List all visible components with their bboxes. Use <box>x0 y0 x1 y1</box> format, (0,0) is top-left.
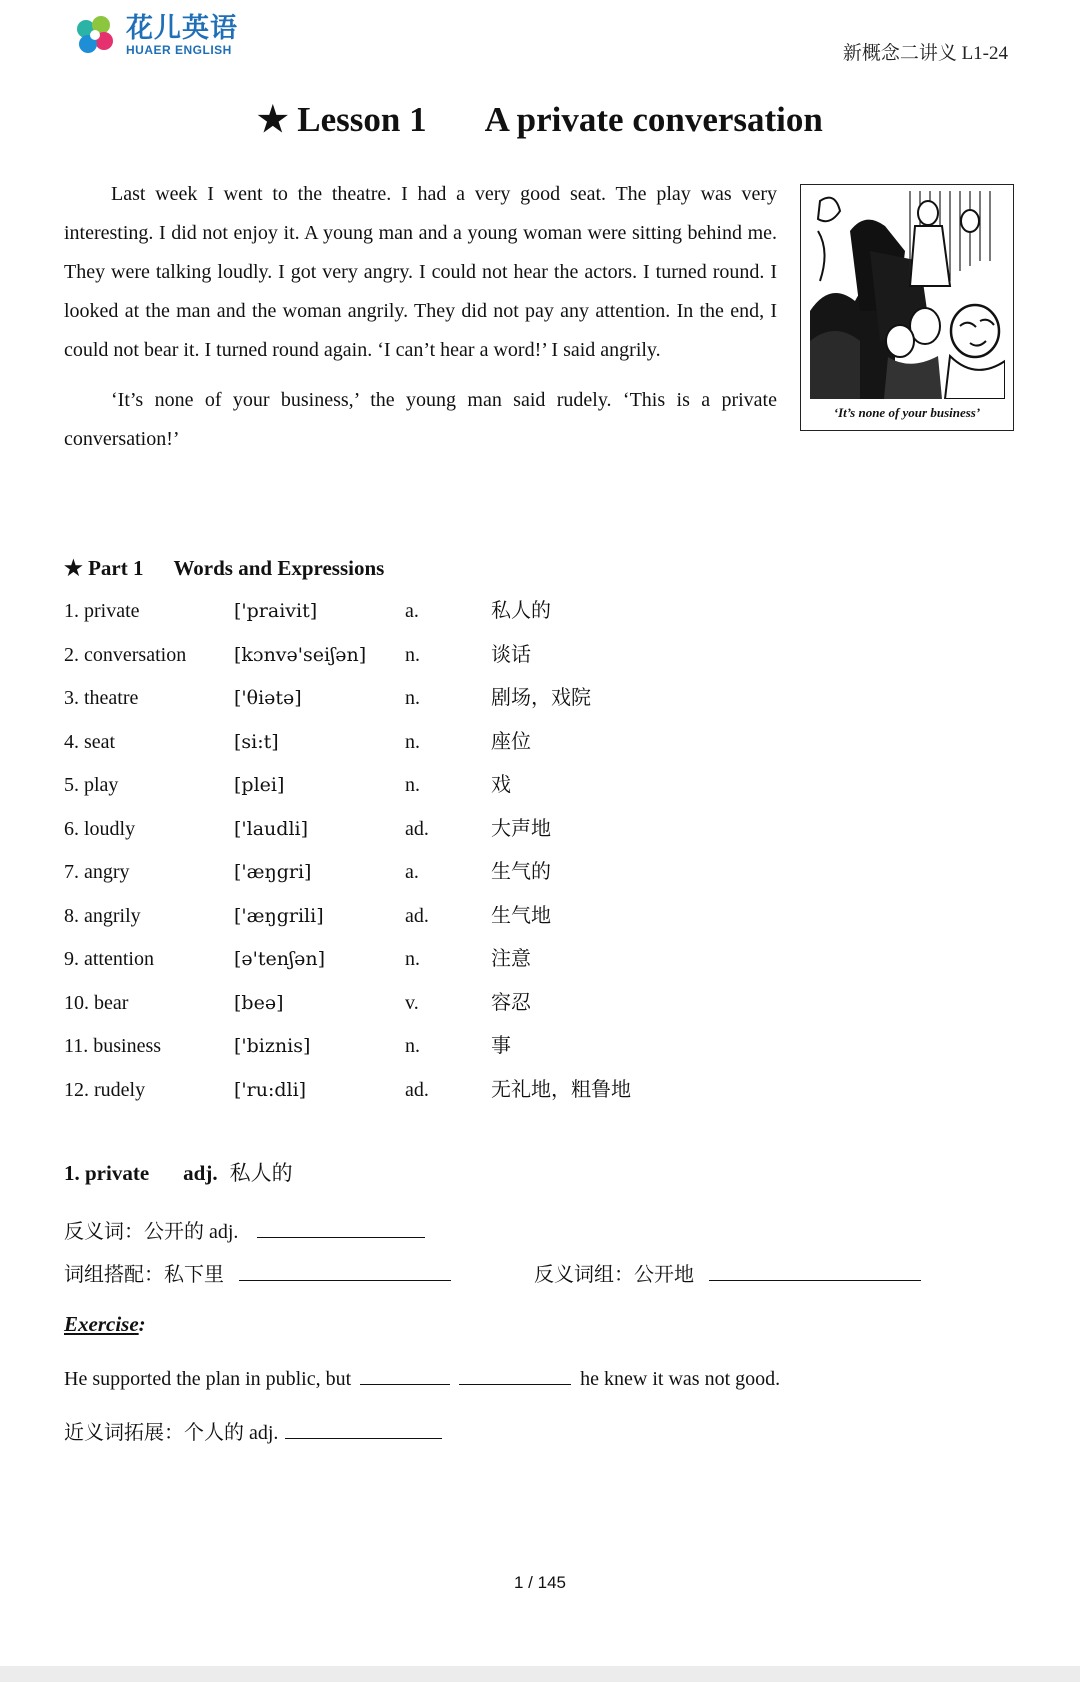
vocab-meaning: 生气的 <box>491 861 551 883</box>
logo-english: HUAER ENGLISH <box>126 42 232 57</box>
vocab-meaning: 私人的 <box>491 600 551 622</box>
vocab-phonetic: [si:t] <box>234 730 279 753</box>
huaer-logo <box>72 10 238 60</box>
vocab-pos: n. <box>405 687 420 709</box>
vocab-meaning: 剧场，戏院 <box>491 687 591 709</box>
focus-word: 1. private <box>64 1161 150 1185</box>
vocab-word: 2. conversation <box>64 643 187 666</box>
vocab-meaning: 谈话 <box>491 643 531 666</box>
vocab-word: 9. attention <box>64 948 154 970</box>
vocab-word: 1. private <box>64 600 140 622</box>
vocab-row <box>64 767 764 811</box>
vocab-pos: ad. <box>405 817 429 840</box>
part-label: ★ Part 1 <box>64 556 144 580</box>
synonym-label: 近义词拓展：个人的 adj. <box>64 1422 279 1444</box>
vocab-meaning: 生气地 <box>491 904 551 927</box>
vocab-phonetic: [ə'tenʃən] <box>234 948 326 970</box>
vocab-row <box>64 941 764 985</box>
antonym-line <box>64 1215 425 1244</box>
exercise-blank-1[interactable] <box>360 1364 450 1385</box>
vocab-pos: ad. <box>405 1078 429 1101</box>
synonym-blank[interactable] <box>285 1418 442 1439</box>
vocab-row <box>64 811 764 855</box>
theatre-cartoon-illustration <box>810 191 1005 399</box>
vocab-phonetic: ['praivit] <box>234 600 318 622</box>
synonym-line <box>64 1416 442 1445</box>
exercise-heading <box>64 1312 146 1337</box>
flower-logo-icon <box>72 12 118 58</box>
vocab-meaning: 容忍 <box>491 991 531 1014</box>
lesson-title <box>0 100 1080 140</box>
vocab-row <box>64 593 764 637</box>
vocab-meaning: 座位 <box>491 730 531 753</box>
focus-pos: adj. <box>183 1161 218 1185</box>
illustration-caption: ‘It’s none of your business’ <box>833 405 981 420</box>
vocab-pos: n. <box>405 730 420 753</box>
vocab-pos: n. <box>405 948 420 970</box>
antonym-label: 反义词：公开的 adj. <box>64 1221 239 1243</box>
antonym-phrase-line <box>534 1258 921 1287</box>
vocab-meaning: 注意 <box>491 948 531 970</box>
exercise-blank-2[interactable] <box>459 1364 571 1385</box>
word-focus-heading <box>64 1157 293 1187</box>
vocab-phonetic: [kɔnvə'seiʃən] <box>234 643 367 666</box>
exercise-sentence <box>64 1364 780 1391</box>
vocab-row <box>64 1028 764 1072</box>
vocab-word: 3. theatre <box>64 687 139 709</box>
vocab-word: 6. loudly <box>64 817 136 840</box>
antonym-phrase-label: 反义词组：公开地 <box>534 1264 694 1286</box>
lesson-passage <box>64 175 777 459</box>
vocabulary-list <box>64 593 764 1115</box>
phrase-label: 词组搭配：私下里 <box>64 1264 224 1286</box>
vocab-row <box>64 724 764 768</box>
antonym-blank[interactable] <box>257 1217 425 1238</box>
course-label: 新概念二讲义 L1-24 <box>842 43 1008 64</box>
vocab-word: 5. play <box>64 774 119 796</box>
vocab-word: 10. bear <box>64 991 129 1014</box>
vocab-meaning: 大声地 <box>491 817 551 840</box>
vocab-row <box>64 854 764 898</box>
exercise-label: Exercise <box>64 1312 139 1336</box>
vocab-phonetic: ['θiətə] <box>234 687 302 709</box>
vocab-word: 12. rudely <box>64 1078 146 1101</box>
lesson-illustration <box>800 184 1014 431</box>
vocab-row <box>64 898 764 942</box>
vocab-word: 7. angry <box>64 861 130 883</box>
vocab-pos: a. <box>405 861 419 883</box>
vocab-row <box>64 680 764 724</box>
vocab-phonetic: ['laudli] <box>234 817 309 840</box>
vocab-pos: n. <box>405 774 420 796</box>
passage-paragraph: ‘It’s none of your business,’ the young man said rudely. ‘This is a private conversation!’ <box>64 389 777 450</box>
viewer-bottom-strip <box>0 1666 1080 1682</box>
lesson-name: A private conversation <box>484 100 823 139</box>
vocab-row <box>64 985 764 1029</box>
page-indicator: 1 / 145 <box>514 1573 566 1592</box>
part-heading <box>64 556 384 581</box>
vocab-phonetic: ['biznis] <box>234 1035 311 1057</box>
vocab-phonetic: ['ru:dli] <box>234 1078 307 1101</box>
vocab-word: 4. seat <box>64 730 116 753</box>
vocab-meaning: 戏 <box>491 774 511 796</box>
vocab-phonetic: ['æŋgrili] <box>234 904 324 927</box>
vocab-word: 11. business <box>64 1035 162 1057</box>
vocab-word: 8. angrily <box>64 904 141 927</box>
vocab-pos: n. <box>405 643 420 666</box>
vocab-pos: v. <box>405 991 419 1014</box>
vocab-row <box>64 637 764 681</box>
vocab-pos: ad. <box>405 904 429 927</box>
focus-meaning: 私人的 <box>229 1161 293 1185</box>
vocab-phonetic: [beə] <box>234 991 284 1014</box>
vocab-pos: n. <box>405 1035 420 1057</box>
passage-paragraph: Last week I went to the theatre. I had a very good seat. The play was very interesting. I did not enjoy it. A young man and a young woman were sitting behind me. They were talking loudly. I got very angry. I could not hear the actors. I turned round. I looked at the man and the woman angrily. They did not pay any attention. In the end, I could not bear it. I turned round again. ‘I can’t hear a word!’ I said angrily. <box>64 183 777 361</box>
logo-chinese: 花儿英语 <box>126 12 238 44</box>
exercise-text-a: He supported the plan in public, but <box>64 1368 352 1390</box>
lesson-number: ★ Lesson 1 <box>257 100 427 139</box>
phrase-blank[interactable] <box>239 1260 451 1281</box>
part-title: Words and Expressions <box>173 556 385 580</box>
exercise-colon: : <box>138 1312 146 1336</box>
vocab-meaning: 无礼地，粗鲁地 <box>491 1078 631 1101</box>
antonym-phrase-blank[interactable] <box>709 1260 921 1281</box>
phrase-line <box>64 1258 451 1287</box>
vocab-row <box>64 1072 764 1116</box>
vocab-meaning: 事 <box>491 1035 511 1057</box>
vocab-phonetic: ['æŋgri] <box>234 861 312 883</box>
vocab-pos: a. <box>405 600 419 622</box>
exercise-text-b: he knew it was not good. <box>580 1368 781 1390</box>
vocab-phonetic: [plei] <box>234 774 285 796</box>
